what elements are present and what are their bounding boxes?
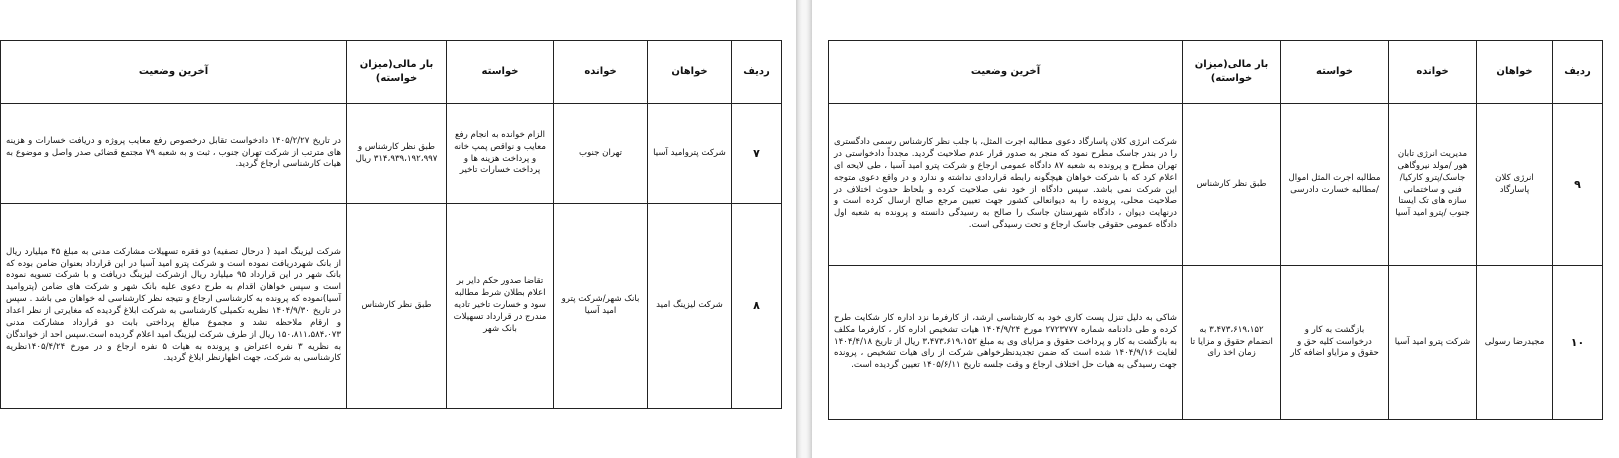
latest-status-cell: شرکت انرژی کلان پاسارگاد دعوی مطالبه اجرت المثل، با جلب نظر کارشناس رسمی دادگستری را در بندر جاسک مطرح نمود که منجر به صدور قرار عدم صلاحیت گردید. مجدداً دادخواستی در تهران مطرح و پرونده به شعبه ۸۷ دادگاه عمومی ارجاع و شرکت پترو امید آسیا ، طی لایحه ای اعلام کرد که با شرکت خواهان هیچگونه رابطه قراردادی نداشته و ندارد و در واقع دعوی متوجه این شرکت نمی باشد. سپس دادگاه از خود نفی صلاحیت کرده و بلحاظ حدوث اختلاف در صلاحیت محلی، پرونده را به دیوانعالی کشور جهت تعیین مرجع صالح ارسال کرده است و درنهایت دیوان ، دادگاه شهرستان جاسک را صالح به رسیدگی دانسته و پرونده به شعبه اول دادگاه عمومی حقوقی جاسک ارجاع و تحت رسیدگی است. (829, 104, 1183, 266)
header-defendant: خوانده (1389, 41, 1477, 104)
header-row-no: ردیف (732, 41, 782, 104)
claim-cell: الزام خوانده به انجام رفع معایب و نواقص پمپ خانه و پرداخت هزينه ها و پرداخت خسارات تاخیر (447, 104, 554, 204)
defendant-cell: تهران جنوب (554, 104, 648, 204)
financial-burden-cell: طبق نظر کارشناس و ۳۱۴،۹۳۹،۱۹۲،۹۹۷ ریال (347, 104, 447, 204)
header-plaintiff: خواهان (1477, 41, 1553, 104)
latest-status-cell: شاکی به دلیل تنزل پست کاری خود به کارشناسی ارشد، از کارفرما نزد اداره کار شکایت طرح کرده و طی دادنامه شماره ۲۷۲۳۷۷۷ مورخ ۱۴۰۴/۹/۲۴ هیات تشخیص اداره کار ، کارفرما مکلف به بازگشت به کار و پرداخت حقوق و مزایای وی به مبلغ ۳،۴۷۳،۶۱۹،۱۵۲ ریال از تاریخ ۱۴۰۴/۴/۱۸ لغایت ۱۴۰۴/۹/۱۶ شده است که ضمن تجدیدنظرخواهی شرکت از رای هیات تشخیص ، پرونده جهت رسیدگی به هیات حل اختلاف ارجاع و وقت جلسه تاریخ ۱۴۰۵/۶/۱۱ تعیین گردیده است. (829, 266, 1183, 420)
table-header-row (1, 41, 782, 104)
plaintiff-cell: شرکت لیزینگ امید (648, 204, 732, 409)
claim-cell: تقاضا صدور حکم دایر بر اعلام بطلان شرط مطالبه سود و خسارت تاخیر تادیه مندرج در قرارداد تسهیلات بانک شهر (447, 204, 554, 409)
plaintiff-cell: شرکت پترواميد آسيا (648, 104, 732, 204)
header-row-no: ردیف (1553, 41, 1603, 104)
table-header-row (829, 41, 1603, 104)
document-page-right (812, 0, 1619, 458)
row-number: ۸ (732, 204, 782, 409)
header-plaintiff: خواهان (648, 41, 732, 104)
table-row (829, 266, 1603, 420)
row-number: ۹ (1553, 104, 1603, 266)
financial-burden-cell: طبق نظر کارشناس (347, 204, 447, 409)
header-latest-status: آخرین وضعیت (1, 41, 347, 104)
header-financial-burden: بار مالی(میزان خواسته) (1183, 41, 1281, 104)
header-latest-status: آخرین وضعیت (829, 41, 1183, 104)
financial-burden-cell: طبق نظر کارشناس (1183, 104, 1281, 266)
header-financial-burden: بار مالی(میزان خواسته) (347, 41, 447, 104)
claim-cell: مطالبه اجرت المثل اموال /مطالبه خسارت دادرسی (1281, 104, 1389, 266)
table-row (829, 104, 1603, 266)
latest-status-cell: شرکت لیزینگ امید ( درحال تصفیه) دو فقره تسهیلات مشارکت مدنی به مبلغ ۴۵ میلیارد ریال از بانک شهردریافت نموده است و شرکت پترو امید آسیا در این قرارداد بعنوان ضامن بوده که بانک شهر در این قرارداد ۹۵ میلیارد ریال ازشرکت لیزینگ دریافت و با شرکت تسویه نموده است و سپس خواهان اقدام به طرح دعوی علیه بانک شهر و شرکت های ضامن (پترواميد آسيا)نموده که پرونده به کارشناسی ارجاع و نتیجه نظر کارشناسی له خواهان می باشد . سپس در تاریخ ۱۴۰۴/۹/۳۰ نظریه تکمیلی کارشناسی به شرکت ابلاغ گردیده که مغایرتی از نظر اعداد و ارقام ملاحظه نشد و مجموع مبالغ پرداختی بابت دو قرارداد مشارکت مدنی ۱۵۰،۸۱۱،۵۸۴،۰۷۳ ریال از طرف شرکت لیزینگ امید اعلام گردیده است.سپس احد از خواندگان به نظریه ۳ نفره اعتراض و پرونده به هیات ۵ نفره ارجاع و در مورخ ۱۴۰۵/۴/۲۴نظریه کارشناسی به شرکت، جهت اظهارنظر ابلاغ گردید. (1, 204, 347, 409)
financial-burden-cell: ۳،۴۷۳،۶۱۹،۱۵۲ به انضمام حقوق و مزایا تا زمان اخذ رای (1183, 266, 1281, 420)
row-number: ۷ (732, 104, 782, 204)
table-row (1, 204, 782, 409)
plaintiff-cell: مجیدرضا رسولی (1477, 266, 1553, 420)
plaintiff-cell: انرژی کلان پاسارگاد (1477, 104, 1553, 266)
defendant-cell: بانک شهر/شرکت پترو امید آسیا (554, 204, 648, 409)
lawsuits-table-left (0, 40, 782, 409)
page-gutter (796, 0, 812, 458)
row-number: ۱۰ (1553, 266, 1603, 420)
header-claim: خواسته (1281, 41, 1389, 104)
claim-cell: بازگشت به کار و درخواست کلیه حق و حقوق و مزایاو اضافه کار (1281, 266, 1389, 420)
header-defendant: خوانده (554, 41, 648, 104)
lawsuits-table-right (828, 40, 1603, 420)
header-claim: خواسته (447, 41, 554, 104)
latest-status-cell: در تاریخ ۱۴۰۵/۲/۲۷ دادخواست تقابل درخصوص رفع معایب پروژه و دریافت خسارات و هزینه های مترتب از شرکت تهران جنوب ، ثبت و به شعبه ۷۹ مجتمع قضائی صدر واصل و موضوع به هیات کارشناسی ارجاع گردید. (1, 104, 347, 204)
defendant-cell: مدیریت انرژی تابان هور /مولد نیروگاهی جاسک/پترو کارکیا/فنی و ساختمانی سازه های تک ایستا جنوب /پترو امید آسیا (1389, 104, 1477, 266)
defendant-cell: شرکت پترو امید آسیا (1389, 266, 1477, 420)
document-page-left (0, 0, 796, 458)
table-row (1, 104, 782, 204)
